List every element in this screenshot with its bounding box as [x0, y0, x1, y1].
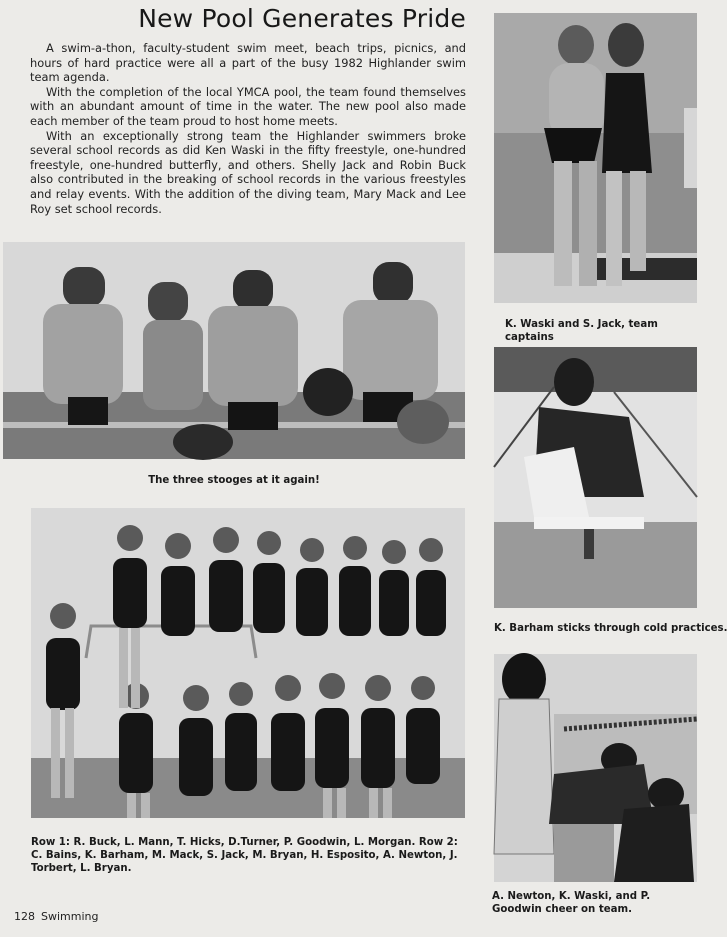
- article-body: [30, 41, 466, 216]
- article-paragraph: A swim-a-thon, faculty-student swim meet, beach trips, picnics, and hours of hard practice were all a part of the busy 1982 Highlander swim team agenda.: [30, 41, 466, 85]
- page-title: New Pool Generates Pride: [138, 4, 466, 33]
- cheer-photo: [494, 654, 697, 882]
- article-paragraph: With an exceptionally strong team the Highlander swimmers broke several school records as did Ken Waski in the fifty freestyle, one-hundred freestyle, one-hundred butterfly, and others. Shelly Jack and Robin Buck also contributed in the breaking of school records in the various freestyles and relay events. With the addition of the diving team, Mary Mack and Lee Roy set school records.: [30, 128, 466, 216]
- barham-caption: K. Barham sticks through cold practices.: [494, 623, 727, 634]
- captains-photo: [494, 13, 697, 303]
- team-caption: Row 1: R. Buck, L. Mann, T. Hicks, D.Turner, P. Goodwin, L. Morgan. Row 2: C. Bains, K. Barham, M. Mack, S. Jack, M. Bryan, H. Esposito, A. Newton, J. Torbert, L. Bryan.: [31, 837, 458, 874]
- captains-caption: K. Waski and S. Jack, team captains: [505, 319, 658, 343]
- stooges-photo: [3, 242, 465, 459]
- cheer-caption: A. Newton, K. Waski, and P. Goodwin cheer on team.: [492, 891, 651, 915]
- page-number: 128: [14, 910, 35, 923]
- section-name: Swimming: [41, 910, 99, 923]
- barham-photo: [494, 347, 697, 608]
- page-folio: [14, 910, 104, 923]
- stooges-caption: The three stooges at it again!: [148, 475, 320, 486]
- team-photo: [31, 508, 465, 818]
- article-paragraph: With the completion of the local YMCA pool, the team found themselves with an abundant amount of time in the water. The new pool also made each member of the team proud to host home meets.: [30, 84, 466, 128]
